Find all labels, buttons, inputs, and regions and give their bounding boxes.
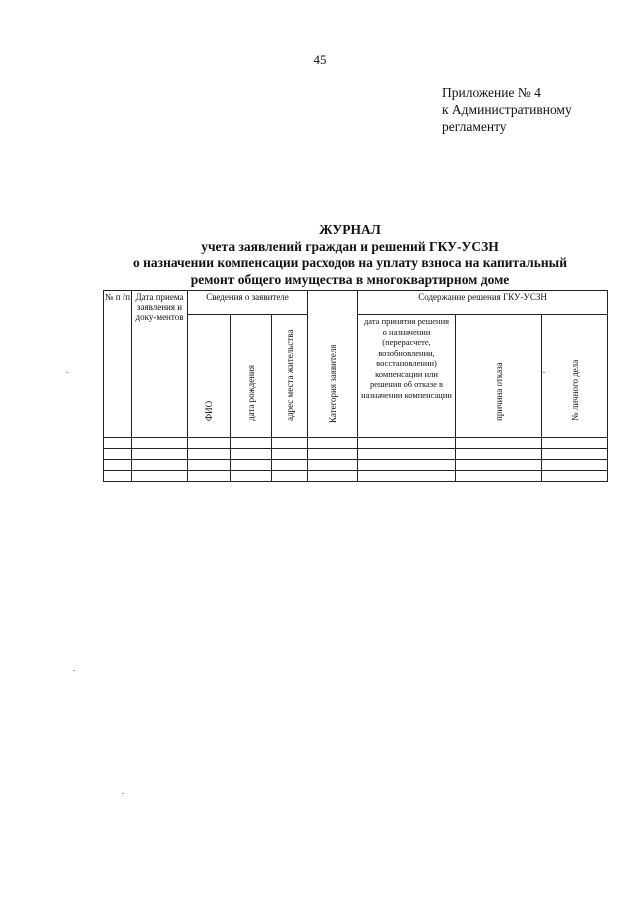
table-row	[104, 471, 608, 482]
table-row	[104, 449, 608, 460]
scan-speck	[73, 670, 75, 671]
document-title	[60, 222, 640, 288]
header-address: адрес места жительства	[272, 315, 308, 438]
header-personal-file: № личного дела	[542, 315, 608, 438]
title-line-2: учета заявлений граждан и решений ГКУ-УСЗН	[201, 238, 499, 254]
header-decision-date: дата принятия решения о назначении (перерасчете, возобновлении, восстановлении) компенсации или решения об отказе в назначении компенсации	[358, 315, 456, 438]
header-category: Категория заявителя	[308, 291, 358, 438]
title-line-1: ЖУРНАЛ	[319, 222, 381, 237]
header-refusal-reason: причина отказа	[456, 315, 542, 438]
scan-speck	[66, 372, 68, 373]
appendix-line-3: регламенту	[442, 119, 507, 134]
scan-speck	[543, 372, 545, 373]
table-row	[104, 438, 608, 449]
header-number: № п /п	[104, 291, 132, 438]
journal-table	[103, 290, 608, 482]
header-fio: ФИО	[188, 315, 231, 438]
header-applicant: Сведения о заявителе	[188, 291, 308, 315]
header-date: Дата приема заявления и доку-ментов	[132, 291, 188, 438]
header-decision: Содержание решения ГКУ-УСЗН	[358, 291, 608, 315]
title-line-4: ремонт общего имущества в многоквартирном доме	[190, 271, 510, 287]
title-line-3: о назначении компенсации расходов на уплату взноса на капитальный	[132, 255, 567, 270]
appendix-note	[442, 84, 572, 135]
appendix-line-1: Приложение № 4	[442, 85, 541, 100]
scan-speck	[122, 793, 124, 794]
header-birth-date: дата рождения	[231, 315, 272, 438]
table-row	[104, 460, 608, 471]
page-number: 45	[313, 52, 327, 67]
appendix-line-2: к Административному	[442, 102, 572, 117]
